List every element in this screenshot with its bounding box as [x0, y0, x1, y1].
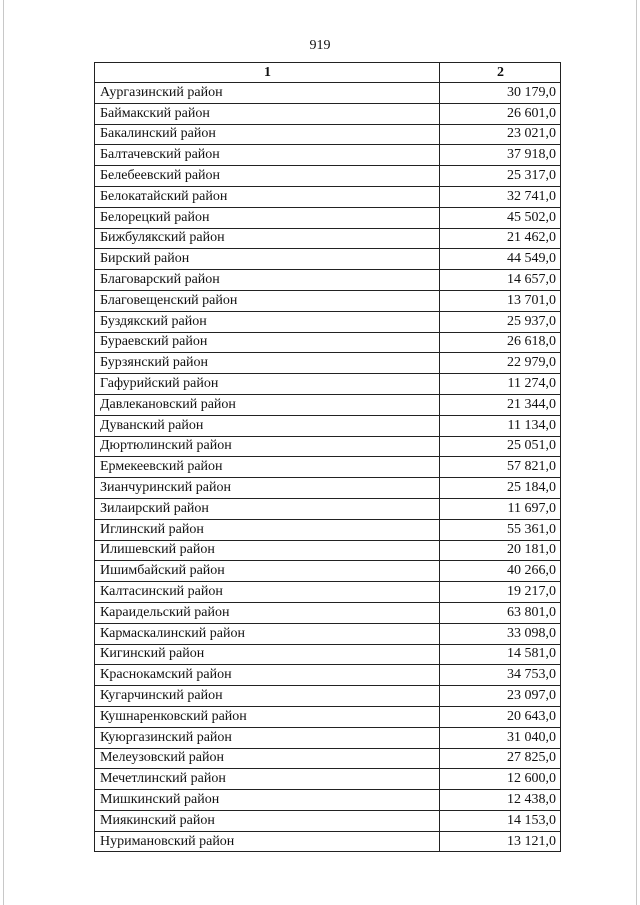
district-name-cell: Баймакский район — [95, 103, 440, 124]
table-row — [95, 644, 561, 665]
amount-cell: 25 184,0 — [440, 478, 561, 499]
amount-cell: 30 179,0 — [440, 83, 561, 104]
table-row — [95, 665, 561, 686]
header-row — [95, 63, 561, 83]
amount-cell: 12 438,0 — [440, 790, 561, 811]
table-row — [95, 415, 561, 436]
district-name-cell: Иглинский район — [95, 519, 440, 540]
scan-edge-left — [3, 0, 4, 905]
table-row — [95, 790, 561, 811]
district-name-cell: Ермекеевский район — [95, 457, 440, 478]
district-name-cell: Кигинский район — [95, 644, 440, 665]
district-name-cell: Караидельский район — [95, 602, 440, 623]
table-row — [95, 686, 561, 707]
table-row — [95, 332, 561, 353]
amount-cell: 14 581,0 — [440, 644, 561, 665]
column-header-2: 2 — [440, 63, 561, 83]
district-name-cell: Куюргазинский район — [95, 727, 440, 748]
district-name-cell: Зилаирский район — [95, 498, 440, 519]
amount-cell: 44 549,0 — [440, 249, 561, 270]
district-name-cell: Бирский район — [95, 249, 440, 270]
district-name-cell: Илишевский район — [95, 540, 440, 561]
amount-cell: 19 217,0 — [440, 582, 561, 603]
amount-cell: 12 600,0 — [440, 769, 561, 790]
table-row — [95, 748, 561, 769]
table-row — [95, 831, 561, 852]
district-name-cell: Нуримановский район — [95, 831, 440, 852]
table-row — [95, 498, 561, 519]
amount-cell: 45 502,0 — [440, 207, 561, 228]
amount-cell: 11 274,0 — [440, 374, 561, 395]
district-name-cell: Калтасинский район — [95, 582, 440, 603]
district-name-cell: Аургазинский район — [95, 83, 440, 104]
district-name-cell: Белебеевский район — [95, 166, 440, 187]
amount-cell: 20 181,0 — [440, 540, 561, 561]
amount-cell: 63 801,0 — [440, 602, 561, 623]
amount-cell: 14 657,0 — [440, 270, 561, 291]
table-row — [95, 374, 561, 395]
amount-cell: 34 753,0 — [440, 665, 561, 686]
table-row — [95, 228, 561, 249]
table-row — [95, 207, 561, 228]
amount-cell: 32 741,0 — [440, 186, 561, 207]
district-table — [94, 62, 561, 852]
district-name-cell: Краснокамский район — [95, 665, 440, 686]
amount-cell: 11 134,0 — [440, 415, 561, 436]
table-row — [95, 83, 561, 104]
table-row — [95, 186, 561, 207]
table-row — [95, 436, 561, 457]
amount-cell: 21 344,0 — [440, 394, 561, 415]
amount-cell: 14 153,0 — [440, 810, 561, 831]
district-name-cell: Дюртюлинский район — [95, 436, 440, 457]
table-row — [95, 394, 561, 415]
amount-cell: 13 121,0 — [440, 831, 561, 852]
district-name-cell: Кугарчинский район — [95, 686, 440, 707]
district-name-cell: Буздякский район — [95, 311, 440, 332]
table-row — [95, 727, 561, 748]
table-row — [95, 124, 561, 145]
district-name-cell: Бижбулякский район — [95, 228, 440, 249]
amount-cell: 25 051,0 — [440, 436, 561, 457]
district-name-cell: Миякинский район — [95, 810, 440, 831]
district-name-cell: Мечетлинский район — [95, 769, 440, 790]
amount-cell: 11 697,0 — [440, 498, 561, 519]
amount-cell: 27 825,0 — [440, 748, 561, 769]
table-header — [95, 63, 561, 83]
table-row — [95, 249, 561, 270]
amount-cell: 37 918,0 — [440, 145, 561, 166]
amount-cell: 33 098,0 — [440, 623, 561, 644]
table-row — [95, 519, 561, 540]
amount-cell: 40 266,0 — [440, 561, 561, 582]
table-row — [95, 311, 561, 332]
amount-cell: 55 361,0 — [440, 519, 561, 540]
table-row — [95, 457, 561, 478]
amount-cell: 57 821,0 — [440, 457, 561, 478]
table-row — [95, 706, 561, 727]
scan-edge-right — [636, 0, 637, 905]
table-row — [95, 103, 561, 124]
district-name-cell: Дуванский район — [95, 415, 440, 436]
amount-cell: 31 040,0 — [440, 727, 561, 748]
table-row — [95, 166, 561, 187]
amount-cell: 25 317,0 — [440, 166, 561, 187]
column-header-1: 1 — [95, 63, 440, 83]
amount-cell: 26 601,0 — [440, 103, 561, 124]
district-name-cell: Благоварский район — [95, 270, 440, 291]
amount-cell: 26 618,0 — [440, 332, 561, 353]
district-name-cell: Давлекановский район — [95, 394, 440, 415]
table-row — [95, 623, 561, 644]
table-row — [95, 290, 561, 311]
table-row — [95, 582, 561, 603]
table-row — [95, 810, 561, 831]
district-name-cell: Ишимбайский район — [95, 561, 440, 582]
district-name-cell: Кармаскалинский район — [95, 623, 440, 644]
table-row — [95, 478, 561, 499]
amount-cell: 25 937,0 — [440, 311, 561, 332]
district-name-cell: Бакалинский район — [95, 124, 440, 145]
district-name-cell: Мелеузовский район — [95, 748, 440, 769]
table-row — [95, 270, 561, 291]
amount-cell: 22 979,0 — [440, 353, 561, 374]
district-name-cell: Благовещенский район — [95, 290, 440, 311]
table-row — [95, 561, 561, 582]
district-name-cell: Балтачевский район — [95, 145, 440, 166]
table-row — [95, 769, 561, 790]
district-name-cell: Бурзянский район — [95, 353, 440, 374]
amount-cell: 13 701,0 — [440, 290, 561, 311]
amount-cell: 20 643,0 — [440, 706, 561, 727]
table-body — [95, 83, 561, 852]
district-name-cell: Кушнаренковский район — [95, 706, 440, 727]
amount-cell: 21 462,0 — [440, 228, 561, 249]
table-row — [95, 602, 561, 623]
district-name-cell: Бураевский район — [95, 332, 440, 353]
amount-cell: 23 021,0 — [440, 124, 561, 145]
district-name-cell: Гафурийский район — [95, 374, 440, 395]
table-row — [95, 353, 561, 374]
district-name-cell: Зианчуринский район — [95, 478, 440, 499]
district-name-cell: Белокатайский район — [95, 186, 440, 207]
page-number: 919 — [309, 38, 331, 53]
table-row — [95, 540, 561, 561]
amount-cell: 23 097,0 — [440, 686, 561, 707]
district-name-cell: Мишкинский район — [95, 790, 440, 811]
district-name-cell: Белорецкий район — [95, 207, 440, 228]
table-row — [95, 145, 561, 166]
